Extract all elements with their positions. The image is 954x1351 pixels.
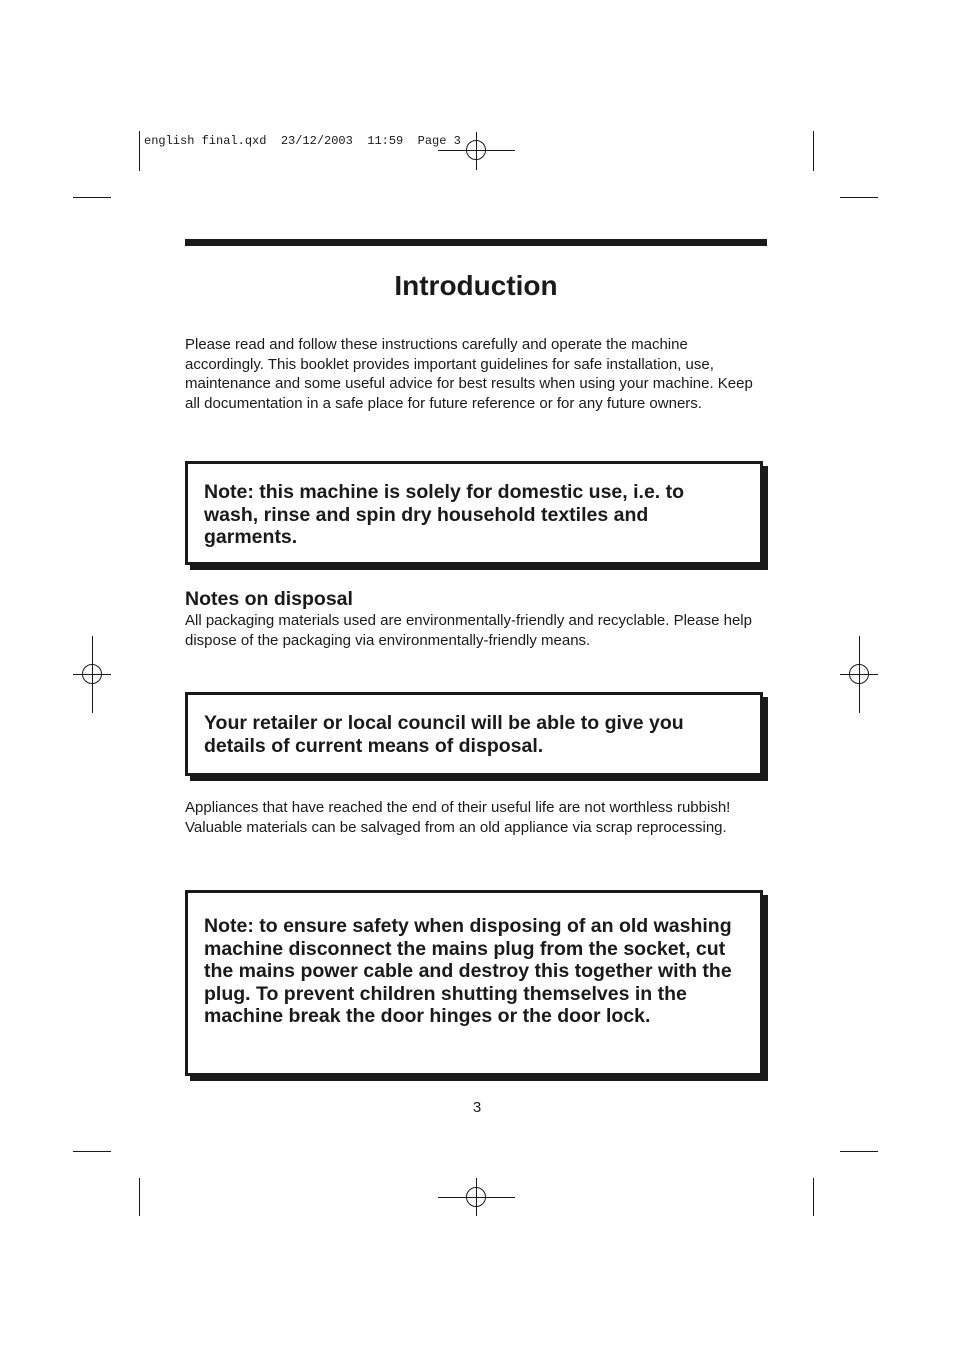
crop-mark xyxy=(139,1178,140,1216)
note-retailer-text: Your retailer or local council will be able to give you details of current means of disposal. xyxy=(204,712,684,757)
disposal-heading: Notes on disposal xyxy=(185,588,353,610)
header-rule xyxy=(185,239,767,246)
intro-paragraph: Please read and follow these instructions carefully and operate the machine accordingly. This booklet provides important guidelines for safe installation, use, maintenance and some useful advice for best results when using your machine. Keep all documentation in a safe place for future reference or for any future owners. xyxy=(185,336,753,412)
note-box-domestic xyxy=(185,461,763,565)
print-slug: english final.qxd 23/12/2003 11:59 Page 3 xyxy=(144,134,461,148)
note-domestic-text: Note: this machine is solely for domestic use, i.e. to wash, rinse and spin dry household textiles and garments. xyxy=(204,481,685,548)
crop-mark xyxy=(813,1178,814,1216)
page-number: 3 xyxy=(472,1099,482,1116)
crop-mark xyxy=(840,1151,878,1152)
appliances-paragraph: Appliances that have reached the end of their useful life are not worthless rubbish! Valuable materials can be salvaged from an old appliance via scrap reprocessing. xyxy=(185,799,731,836)
crop-mark xyxy=(73,197,111,198)
crop-mark xyxy=(139,131,140,171)
disposal-paragraph: All packaging materials used are environmentally-friendly and recyclable. Please help dispose of the packaging via environmentally-friendly means. xyxy=(185,612,752,649)
crop-mark xyxy=(813,131,814,171)
note-box-safety xyxy=(185,890,763,1076)
page-title: Introduction xyxy=(394,270,558,301)
crop-mark xyxy=(840,197,878,198)
note-safety-text: Note: to ensure safety when disposing of an old washing machine disconnect the mains plug from the socket, cut the mains power cable and destroy this together with the plug. To prevent children shutting themselves in the machine break the door hinges or the door lock. xyxy=(204,915,732,1027)
note-box-retailer xyxy=(185,692,763,776)
crop-mark xyxy=(73,1151,111,1152)
